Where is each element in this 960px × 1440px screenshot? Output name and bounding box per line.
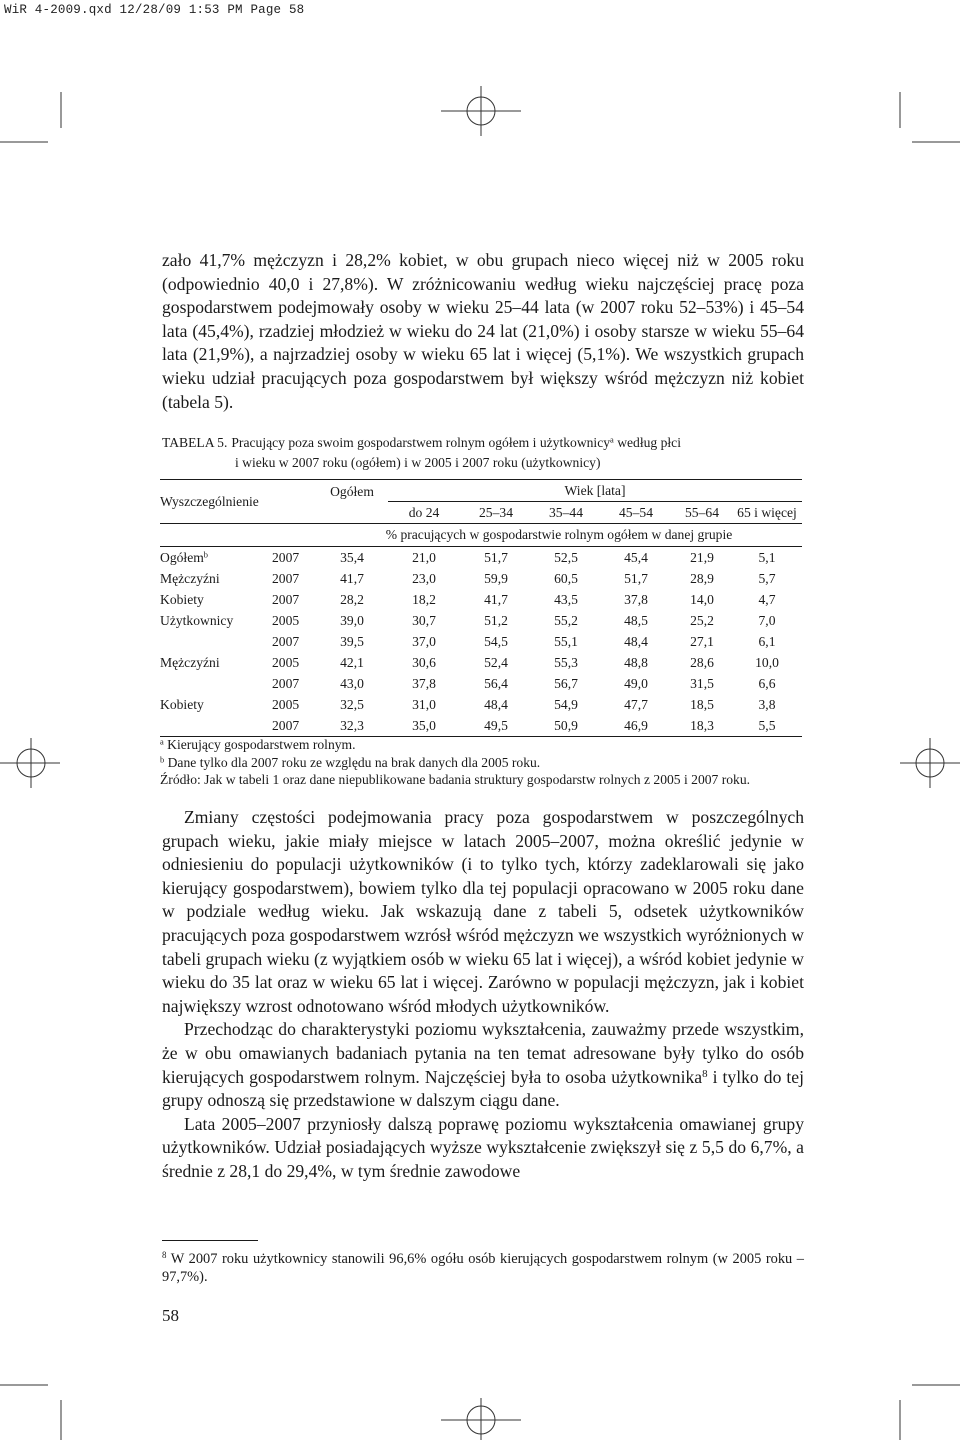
table-caption [162, 433, 812, 473]
footnote-ref: 8 [702, 1067, 708, 1080]
table-cell: 23,0 [412, 570, 436, 586]
row-label [160, 631, 272, 652]
table-cell: 28,9 [690, 570, 714, 586]
note-a-text: Kierujący gospodarstwem rolnym. [163, 737, 356, 752]
table-body [160, 547, 802, 737]
table-cell: 6,6 [758, 675, 776, 691]
caption-line-1: Pracujący poza swoim gospodarstwem rolnym ogółem i użytkownicy [231, 435, 611, 450]
row-label-text: Mężczyźni [160, 654, 220, 670]
table-cell: 56,7 [554, 675, 578, 691]
age-group-header: do 24 [408, 504, 440, 520]
table-cell: 25,2 [690, 612, 714, 628]
footnote-divider [162, 1240, 258, 1241]
header-total: Ogółem [316, 480, 388, 524]
unit-label: % pracujących w gospodarstwie rolnym ogółem w danej grupie [385, 527, 733, 542]
table-row [160, 652, 802, 673]
table-cell: 59,9 [484, 570, 508, 586]
caption-sup: a [610, 434, 614, 445]
table-cell: 5,1 [758, 549, 776, 565]
age-group-header: 45–54 [619, 504, 653, 520]
table-cell: 41,7 [340, 570, 364, 586]
table-cell: 51,2 [484, 612, 508, 628]
row-year: 2007 [272, 549, 300, 565]
row-year: 2007 [272, 717, 300, 733]
table-row [160, 715, 802, 737]
note-b-text: Dane tylko dla 2007 roku ze względu na brak danych dla 2005 roku. [164, 754, 541, 770]
row-year: 2005 [272, 696, 300, 712]
table-row [160, 568, 802, 589]
table-cell: 52,4 [484, 654, 508, 670]
table-cell: 37,8 [412, 675, 436, 691]
table-cell: 28,6 [690, 654, 714, 670]
row-label-text: Użytkownicy [160, 612, 234, 628]
age-group-header: 55–64 [685, 504, 719, 520]
row-year: 2007 [272, 570, 300, 586]
table-cell: 32,3 [340, 717, 364, 733]
paragraph-intro [162, 249, 804, 414]
table-cell: 52,5 [554, 549, 578, 565]
table-cell: 50,9 [554, 717, 578, 733]
footnote-text: W 2007 roku użytkownicy stanowili 96,6% ogółu osób kierujących gospodarstwem rolnym (w 2005 roku – 97,7%). [162, 1251, 804, 1286]
table-row [160, 673, 802, 694]
table-cell: 35,4 [340, 549, 364, 565]
caption-line-2: i wieku w 2007 roku (ogółem) i w 2005 i 2007 roku (użytkownicy) [235, 455, 601, 470]
table-source: Źródło: Jak w tabeli 1 oraz dane niepublikowane badania struktury gospodarstw rolnych z 2005 i 2007 roku. [160, 772, 751, 788]
table-cell: 51,7 [624, 570, 648, 586]
table-cell: 39,0 [340, 612, 364, 628]
table-cell: 21,9 [690, 549, 714, 565]
row-year: 2007 [272, 633, 300, 649]
paragraph-4: Lata 2005–2007 przyniosły dalszą poprawę poziomu wykształcenia omawianej grupy użytkowników. Udział posiadających wyższe wykształcenie zwiększył się z 5,5 do 6,7%, a średnie z 28,1 do 29,4%, w tym średnie zawodowe [162, 1113, 804, 1181]
table-cell: 56,4 [484, 675, 508, 691]
table-cell: 5,7 [758, 570, 776, 586]
table-cell: 35,0 [412, 717, 436, 733]
age-group-header: 25–34 [479, 504, 513, 520]
table-cell: 45,4 [624, 549, 648, 565]
table-cell: 54,9 [554, 696, 578, 712]
table-cell: 43,5 [554, 591, 578, 607]
table-cell: 10,0 [755, 654, 779, 670]
table-cell: 18,2 [412, 591, 436, 607]
table-cell: 37,8 [624, 591, 648, 607]
table-cell: 47,7 [624, 696, 648, 712]
row-label [160, 589, 272, 610]
table-cell: 18,5 [690, 696, 714, 712]
row-year: 2007 [272, 591, 300, 607]
table-cell: 6,1 [758, 633, 776, 649]
table-cell: 48,8 [624, 654, 648, 670]
row-label [160, 715, 272, 737]
row-label-sup: b [203, 548, 209, 559]
row-label [160, 610, 272, 631]
footnote [162, 1250, 804, 1287]
table-cell: 41,7 [484, 591, 508, 607]
row-label [160, 694, 272, 715]
table-cell: 48,4 [484, 696, 508, 712]
row-label-text: Mężczyźni [160, 570, 220, 586]
header-age: Wiek [lata] [388, 480, 802, 502]
table-cell: 43,0 [340, 675, 364, 691]
table-cell: 3,8 [758, 696, 776, 712]
table-cell: 31,0 [412, 696, 436, 712]
row-label-text: Kobiety [160, 696, 204, 712]
table-cell: 30,6 [412, 654, 436, 670]
header-row-1 [160, 480, 802, 502]
file-slug: WiR 4-2009.qxd 12/28/09 1:53 PM Page 58 [4, 3, 305, 17]
age-group-header: 65 i więcej [737, 504, 797, 520]
table-cell: 48,4 [624, 633, 648, 649]
table-cell: 42,1 [340, 654, 364, 670]
paragraph-3 [162, 1018, 804, 1112]
table-cell: 48,5 [624, 612, 648, 628]
paragraph-text: zało 41,7% mężczyzn i 28,2% kobiet, w obu grupach nieco więcej niż w 2005 roku (odpowiednio 40,0 i 27,8%). W zróżnicowaniu według wieku najczęściej pracę poza gospodarstwem podejmowały osoby w wieku 25–44 lata (w 2007 roku 52–53%) i 45–54 lata (45,4%), rzadziej młodzież w wieku do 24 lat (21,0%) i osoby starsze w wieku 55–64 lata (21,9%), a najrzadziej osoby w wieku 65 lat i więcej (5,1%). We wszystkich grupach wieku udział pracujących poza gospodarstwem był większy wśród mężczyzn niż kobiet (tabela 5). [162, 250, 804, 412]
paragraph-3-end: i tylko do tej grupy odnoszą się przedstawione w dalszym ciągu dane. [162, 1066, 805, 1111]
table-cell: 30,7 [412, 612, 436, 628]
table-cell: 7,0 [758, 612, 776, 628]
table-notes [160, 736, 810, 789]
table-label: TABELA 5. [162, 435, 228, 450]
age-group-header: 35–44 [549, 504, 583, 520]
table-cell: 60,5 [554, 570, 578, 586]
table-cell: 21,0 [412, 549, 436, 565]
table-cell: 46,9 [624, 717, 648, 733]
table-cell: 14,0 [690, 591, 714, 607]
row-label [160, 652, 272, 673]
row-year: 2007 [272, 675, 300, 691]
row-label-text: Kobiety [160, 591, 204, 607]
table-cell: 49,0 [624, 675, 648, 691]
table-cell: 32,5 [340, 696, 364, 712]
table-row [160, 610, 802, 631]
table-row [160, 694, 802, 715]
table-cell: 37,0 [412, 633, 436, 649]
table-cell: 28,2 [340, 591, 364, 607]
data-table [160, 479, 802, 737]
note-b [160, 754, 810, 772]
table-cell: 55,1 [554, 633, 578, 649]
body-paragraphs [162, 806, 804, 1184]
row-year: 2005 [272, 654, 300, 670]
table-row [160, 547, 802, 569]
unit-row [160, 524, 802, 547]
table-row [160, 589, 802, 610]
paragraph-3-start: Przechodząc do charakterystyki poziomu wykształcenia, zauważmy przede wszystkim, że w obu omawianych badaniach pytania na ten temat adresowane były tylko do osób kierujących gospodarstwem rolnym. Najczęściej była to osoba użytkownika [162, 1019, 804, 1087]
page-number: 58 [162, 1306, 179, 1325]
table-cell: 51,7 [484, 549, 508, 565]
note-a-sup: a [160, 736, 164, 747]
table-cell: 54,5 [484, 633, 508, 649]
table-cell: 55,3 [554, 654, 578, 670]
row-label [160, 568, 272, 589]
table-cell: 55,2 [554, 612, 578, 628]
table-cell: 18,3 [690, 717, 714, 733]
note-a [160, 736, 810, 754]
caption-line-1-end: według płci [613, 435, 681, 450]
header-wyszczegolnienie: Wyszczególnienie [160, 480, 272, 524]
paragraph-2: Zmiany częstości podejmowania pracy poza gospodarstwem w poszczególnych grupach wieku, jakie miały miejsce w latach 2005–2007, można określić jedynie w odniesieniu do populacji użytkowników (i to tylko tych, którzy zadeklarowali się jako kierujący gospodarstwem), bowiem tylko dla tej populacji opracowano w 2005 roku dane w podziale według wieku. Jak wskazują dane z tabeli 5, odsetek użytkowników pracujących poza gospodarstwem wzrósł wśród mężczyzn we wszystkich wyróżnionych w tabeli grupach wieku (z wyjątkiem osób w wieku 65 lat i więcej), a wśród kobiet jedynie w wieku do 35 lat oraz w wieku 65 lat i więcej. Zarówno w populacji mężczyzn, jak i kobiet największy wzrost odnotowano wśród młodych użytkowników. [162, 807, 804, 1016]
table-cell: 4,7 [758, 591, 776, 607]
table-cell: 39,5 [340, 633, 364, 649]
table-row [160, 631, 802, 652]
table-cell: 27,1 [690, 633, 714, 649]
note-b-sup: b [160, 753, 165, 764]
row-label [160, 547, 272, 569]
table-cell: 49,5 [484, 717, 508, 733]
footnote-number: 8 [162, 1250, 167, 1261]
row-label [160, 673, 272, 694]
row-label-text: Ogółem [160, 549, 204, 565]
row-year: 2005 [272, 612, 300, 628]
table-cell: 31,5 [690, 675, 714, 691]
table-cell: 5,5 [758, 717, 776, 733]
